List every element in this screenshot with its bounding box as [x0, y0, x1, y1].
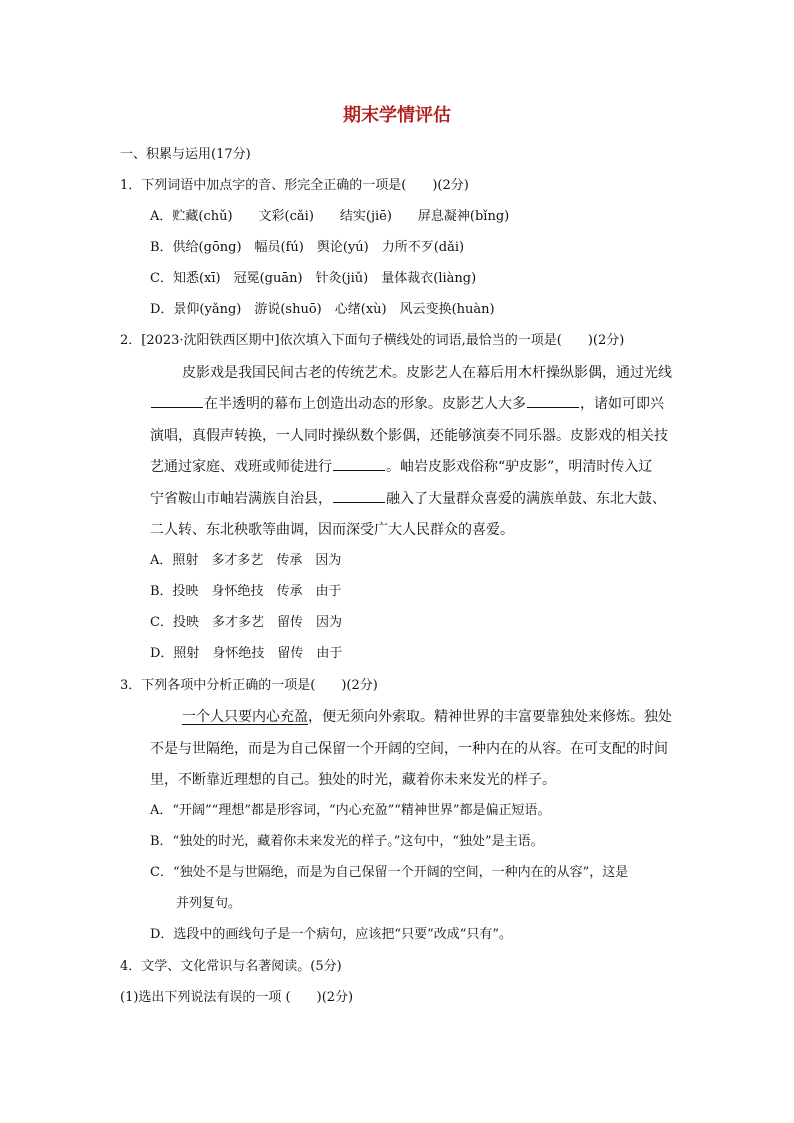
question-4-sub-1: (1)选出下列说法有误的一项 ( )(2分): [120, 990, 354, 1005]
passage-line: 在半透明的幕布上创造出动态的形象。皮影艺人大多 ，诸如可即兴: [150, 395, 664, 413]
question-2-option-b: B．投映 身怀绝技 传承 由于: [150, 584, 342, 599]
fill-blank: [527, 395, 579, 408]
question-1-option-b: B．供给(gōng) 幅员(fú) 舆论(yú) 力所不歹(dǎi): [150, 240, 465, 255]
question-3-option-c: C．“独处不是与世隔绝，而是为自己保留一个开阔的空间，一种内在的从容”，这是: [150, 865, 629, 880]
question-2-option-a: A．照射 多才多艺 传承 因为: [150, 553, 342, 568]
question-1-option-c: C．知悉(xī) 冠冕(guān) 针灸(jiǔ) 量体裁衣(liàng): [150, 271, 477, 286]
question-1-option-d: D．景仰(yǎng) 游说(shuō) 心绪(xù) 风云变换(huàn): [150, 302, 495, 317]
question-2-option-d: D．照射 身怀绝技 留传 由于: [150, 646, 343, 661]
passage-line: 皮影戏是我国民间古老的传统艺术。皮影艺人在幕后用木杆操纵影偶，通过光线: [182, 365, 672, 381]
question-1-stem: 1．下列词语中加点字的音、形完全正确的一项是( )(2分): [120, 178, 469, 193]
passage-line: 里，不断靠近理想的自己。独处的时光，藏着你未来发光的样子。: [150, 772, 556, 788]
question-2-stem: 2．[2023·沈阳铁西区期中]依次填入下面句子横线处的词语,最恰当的一项是( )(2分): [120, 333, 625, 348]
passage-line: 艺通过家庭、戏班或师徒进行 。岫岩皮影戏俗称“驴皮影”，明清时传入辽: [150, 459, 653, 475]
passage-line: 演唱，真假声转换，一人同时操纵数个影偶，还能够演奏不同乐器。皮影戏的相关技: [150, 428, 668, 444]
underlined-sentence: 一个人只要内心充盈: [182, 709, 308, 725]
fill-blank: [151, 395, 203, 408]
question-3-option-a: A．“开阔”“理想”都是形容词，“内心充盈”“精神世界”都是偏正短语。: [150, 803, 551, 818]
question-2-option-c: C．投映 多才多艺 留传 因为: [150, 615, 342, 630]
fill-blank: [333, 490, 385, 503]
passage-line: 一个人只要内心充盈，便无须向外索取。精神世界的丰富要靠独处来修炼。独处: [182, 709, 672, 725]
passage-line: 宁省鞍山市岫岩满族自治县， 融入了大量群众喜爱的满族单鼓、东北大鼓、: [150, 491, 666, 507]
question-1-option-a: A．贮藏(chǔ) 文彩(cǎi) 结实(jiē) 屏息凝神(bǐng): [150, 209, 510, 224]
page-title: 期末学情评估: [343, 105, 451, 126]
question-3-option-c-continued: 并列复句。: [176, 896, 242, 911]
passage-line: 二人转、东北秧歌等曲调，因而深受广大人民群众的喜爱。: [150, 522, 514, 538]
section-heading: 一、积累与运用(17分): [120, 147, 251, 162]
question-3-stem: 3．下列各项中分析正确的一项是( )(2分): [120, 678, 378, 693]
question-4-stem: 4．文学、文化常识与名著阅读。(5分): [120, 959, 342, 974]
fill-blank: [333, 458, 385, 471]
question-3-option-b: B．“独处的时光，藏着你未来发光的样子。”这句中，“独处”是主语。: [150, 834, 544, 849]
question-3-option-d: D．选段中的画线句子是一个病句，应该把“只要”改成“只有”。: [150, 927, 513, 942]
passage-line: 不是与世隔绝，而是为自己保留一个开阔的空间，一种内在的从容。在可支配的时间: [150, 741, 668, 757]
